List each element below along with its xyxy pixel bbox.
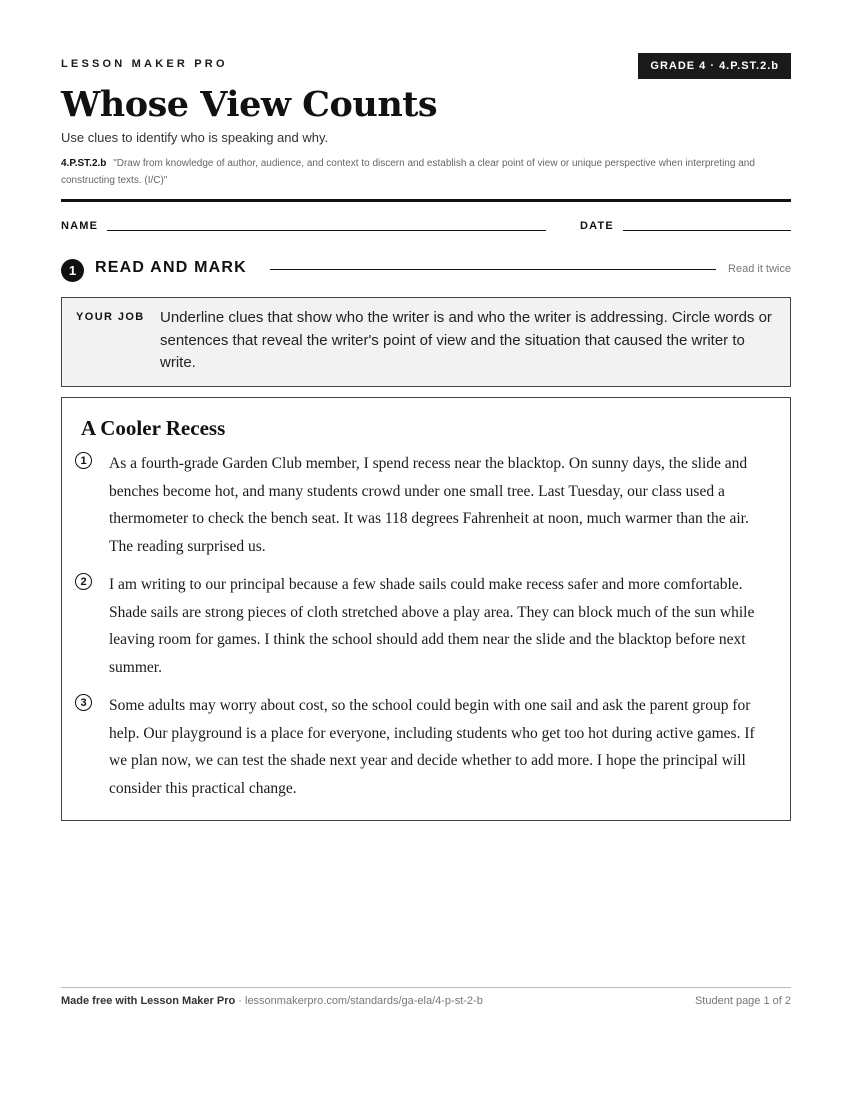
brand-name: LESSON MAKER PRO xyxy=(61,58,228,70)
worksheet-page xyxy=(61,0,791,1100)
reading-passage xyxy=(61,397,791,821)
footer-divider xyxy=(61,987,791,988)
paragraph-number: 2 xyxy=(75,573,92,590)
passage-title: A Cooler Recess xyxy=(81,416,226,440)
standard-code: 4.P.ST.2.b xyxy=(61,158,107,169)
footer-made-with: Made free with Lesson Maker Pro xyxy=(61,995,236,1007)
section-title: READ AND MARK xyxy=(95,259,247,276)
section-divider xyxy=(270,269,716,270)
paragraph-number: 3 xyxy=(75,694,92,711)
grade-badge: GRADE 4 · 4.P.ST.2.b xyxy=(638,53,791,79)
standard-description xyxy=(61,155,791,189)
instructions-box xyxy=(61,297,791,387)
instructions-label: YOUR JOB xyxy=(76,311,145,323)
date-label: DATE xyxy=(580,220,614,232)
name-label: NAME xyxy=(61,220,99,232)
paragraph-number: 1 xyxy=(75,452,92,469)
paragraph-text: I am writing to our principal because a few shade sails could make recess safer and more comfortable. Shade sails are strong pieces of cloth stretched above a play area. They can block much of the sun while leaving room for games. I think the school should add them near the slide and the blacktop before next summer. xyxy=(109,576,755,676)
footer-credit xyxy=(61,995,483,1007)
footer-url[interactable]: lessonmakerpro.com/standards/ga-ela/4-p-st-2-b xyxy=(245,995,483,1007)
paragraph-text: As a fourth-grade Garden Club member, I spend recess near the blacktop. On sunny days, the slide and benches become hot, and many students crowd under one small tree. Last Tuesday, our class used a thermometer to check the bench seat. It was 118 degrees Fahrenheit at noon, much warmer than the air. The reading surprised us. xyxy=(109,455,749,555)
footer-separator: · xyxy=(235,995,245,1007)
name-line[interactable] xyxy=(107,230,546,231)
page-title: Whose View Counts xyxy=(61,84,438,125)
date-line[interactable] xyxy=(623,230,791,231)
page-subtitle: Use clues to identify who is speaking and why. xyxy=(61,130,329,145)
header-divider xyxy=(61,199,791,202)
instructions-text: Underline clues that show who the writer is and who the writer is addressing. Circle words or sentences that reveal the writer's point of view and the situation that caused the writer to write. xyxy=(160,309,772,371)
section-note: Read it twice xyxy=(728,263,791,275)
paragraph-text: Some adults may worry about cost, so the school could begin with one sail and ask the parent group for help. Our playground is a place for everyone, including students who get too hot during active games. If we plan now, we can test the shade next year and decide whether to add more. I hope the principal will consider this practical change. xyxy=(109,697,755,797)
section-number-badge: 1 xyxy=(61,259,84,282)
footer-page-number: Student page 1 of 2 xyxy=(694,995,791,1007)
standard-text: "Draw from knowledge of author, audience, and context to discern and establish a clear point of view or unique perspective when interpreting and constructing texts. (I/C)" xyxy=(61,158,755,186)
